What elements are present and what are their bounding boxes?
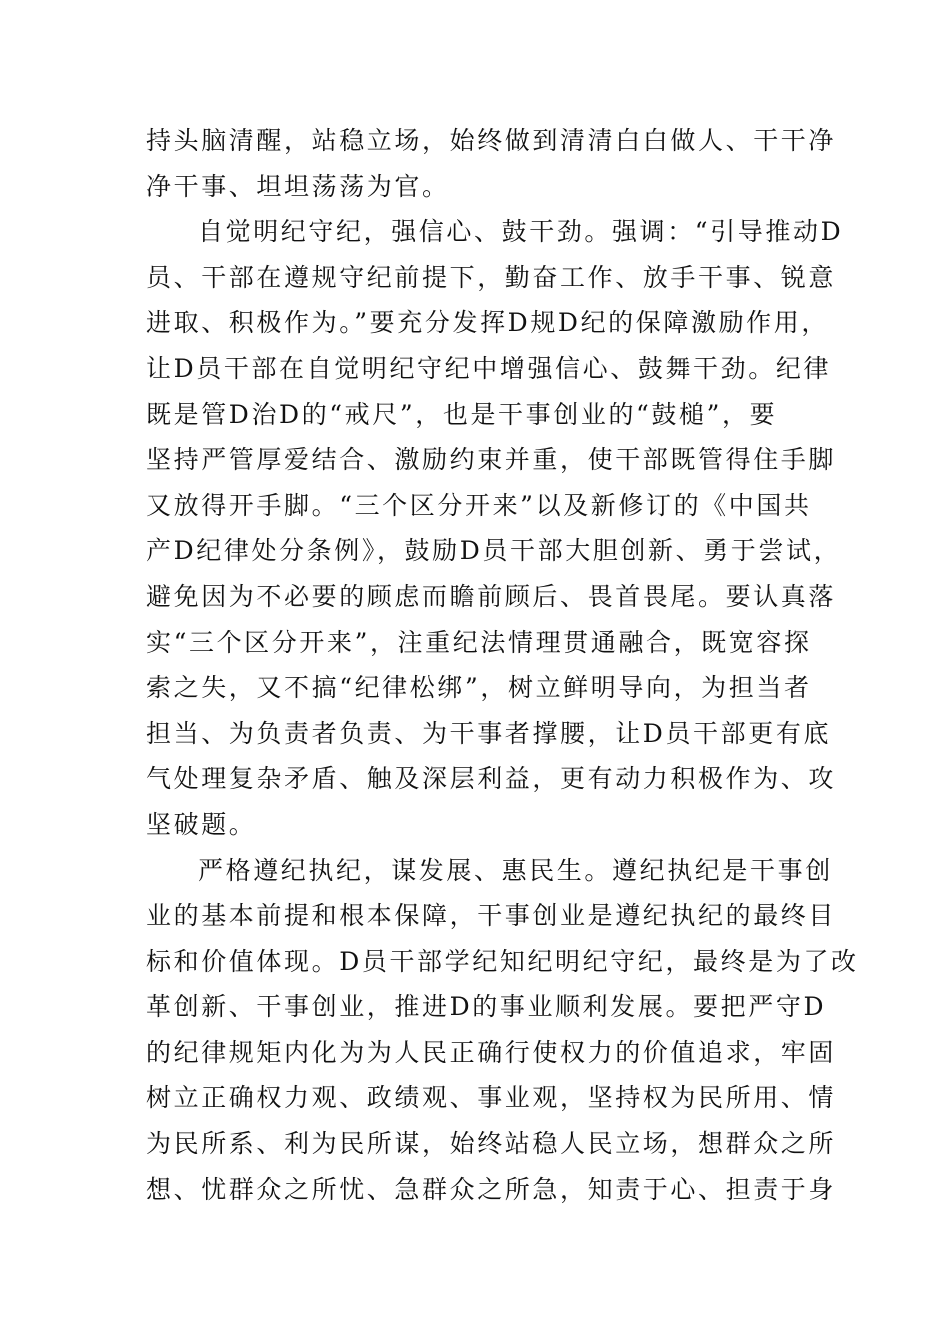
text-line: 产D纪律处分条例》，鼓励D员干部大胆创新、勇于尝试， — [146, 536, 842, 566]
text-line: 坚破题。 — [146, 809, 257, 839]
paragraph-2 — [146, 209, 844, 847]
text-line: 想、忧群众之所忧、急群众之所急，知责于心、担责于身 — [146, 1174, 837, 1204]
text-line: 员、干部在遵规守纪前提下，勤奋工作、放手干事、锐意 — [146, 262, 837, 292]
text-line: 既是管D治D的“戒尺”，也是干事创业的“鼓槌”，要 — [146, 399, 778, 429]
text-line: 避免因为不必要的顾虑而瞻前顾后、畏首畏尾。要认真落 — [146, 581, 837, 611]
text-line: 净干事、坦坦荡荡为官。 — [146, 171, 450, 201]
text-line: 持头脑清醒，站稳立场，始终做到清清白白做人、干干净 — [146, 126, 837, 155]
text-line: 的纪律规矩内化为为人民正确行使权力的价值追求，牢固 — [146, 1037, 837, 1067]
text-line: 又放得开手脚。“三个区分开来”以及新修订的《中国共 — [146, 490, 812, 520]
body-text — [146, 118, 859, 1212]
text-line: 索之失，又不搞“纪律松绑”，树立鲜明导向，为担当者 — [146, 673, 812, 703]
text-line: 标和价值体现。D员干部学纪知纪明纪守纪，最终是为了改 — [146, 946, 859, 976]
text-line: 自觉明纪守纪，强信心、鼓干劲。强调：“引导推动D — [198, 217, 844, 247]
text-line: 严格遵纪执纪，谋发展、惠民生。遵纪执纪是干事创 — [198, 855, 833, 885]
text-line: 业的基本前提和根本保障，干事创业是遵纪执纪的最终目 — [146, 901, 837, 931]
text-line: 气处理复杂矛盾、触及深层利益，更有动力积极作为、攻 — [146, 764, 837, 794]
text-line: 为民所系、利为民所谋，始终站稳人民立场，想群众之所 — [146, 1129, 837, 1159]
text-line: 实“三个区分开来”，注重纪法情理贯通融合，既宽容探 — [146, 627, 812, 657]
text-line: 让D员干部在自觉明纪守纪中增强信心、鼓舞干劲。纪律 — [146, 353, 832, 383]
text-line: 坚持严管厚爱结合、激励约束并重，使干部既管得住手脚 — [146, 445, 837, 475]
paragraph-3 — [146, 848, 859, 1213]
text-line: 树立正确权力观、政绩观、事业观，坚持权为民所用、情 — [146, 1083, 837, 1113]
paragraph-1 — [146, 118, 837, 209]
text-line: 担当、为负责者负责、为干事者撑腰，让D员干部更有底 — [146, 718, 832, 748]
text-line: 革创新、干事创业，推进D的事业顺利发展。要把严守D — [146, 992, 827, 1022]
text-line: 进取、积极作为。”要充分发挥D规D纪的保障激励作用， — [146, 308, 829, 338]
